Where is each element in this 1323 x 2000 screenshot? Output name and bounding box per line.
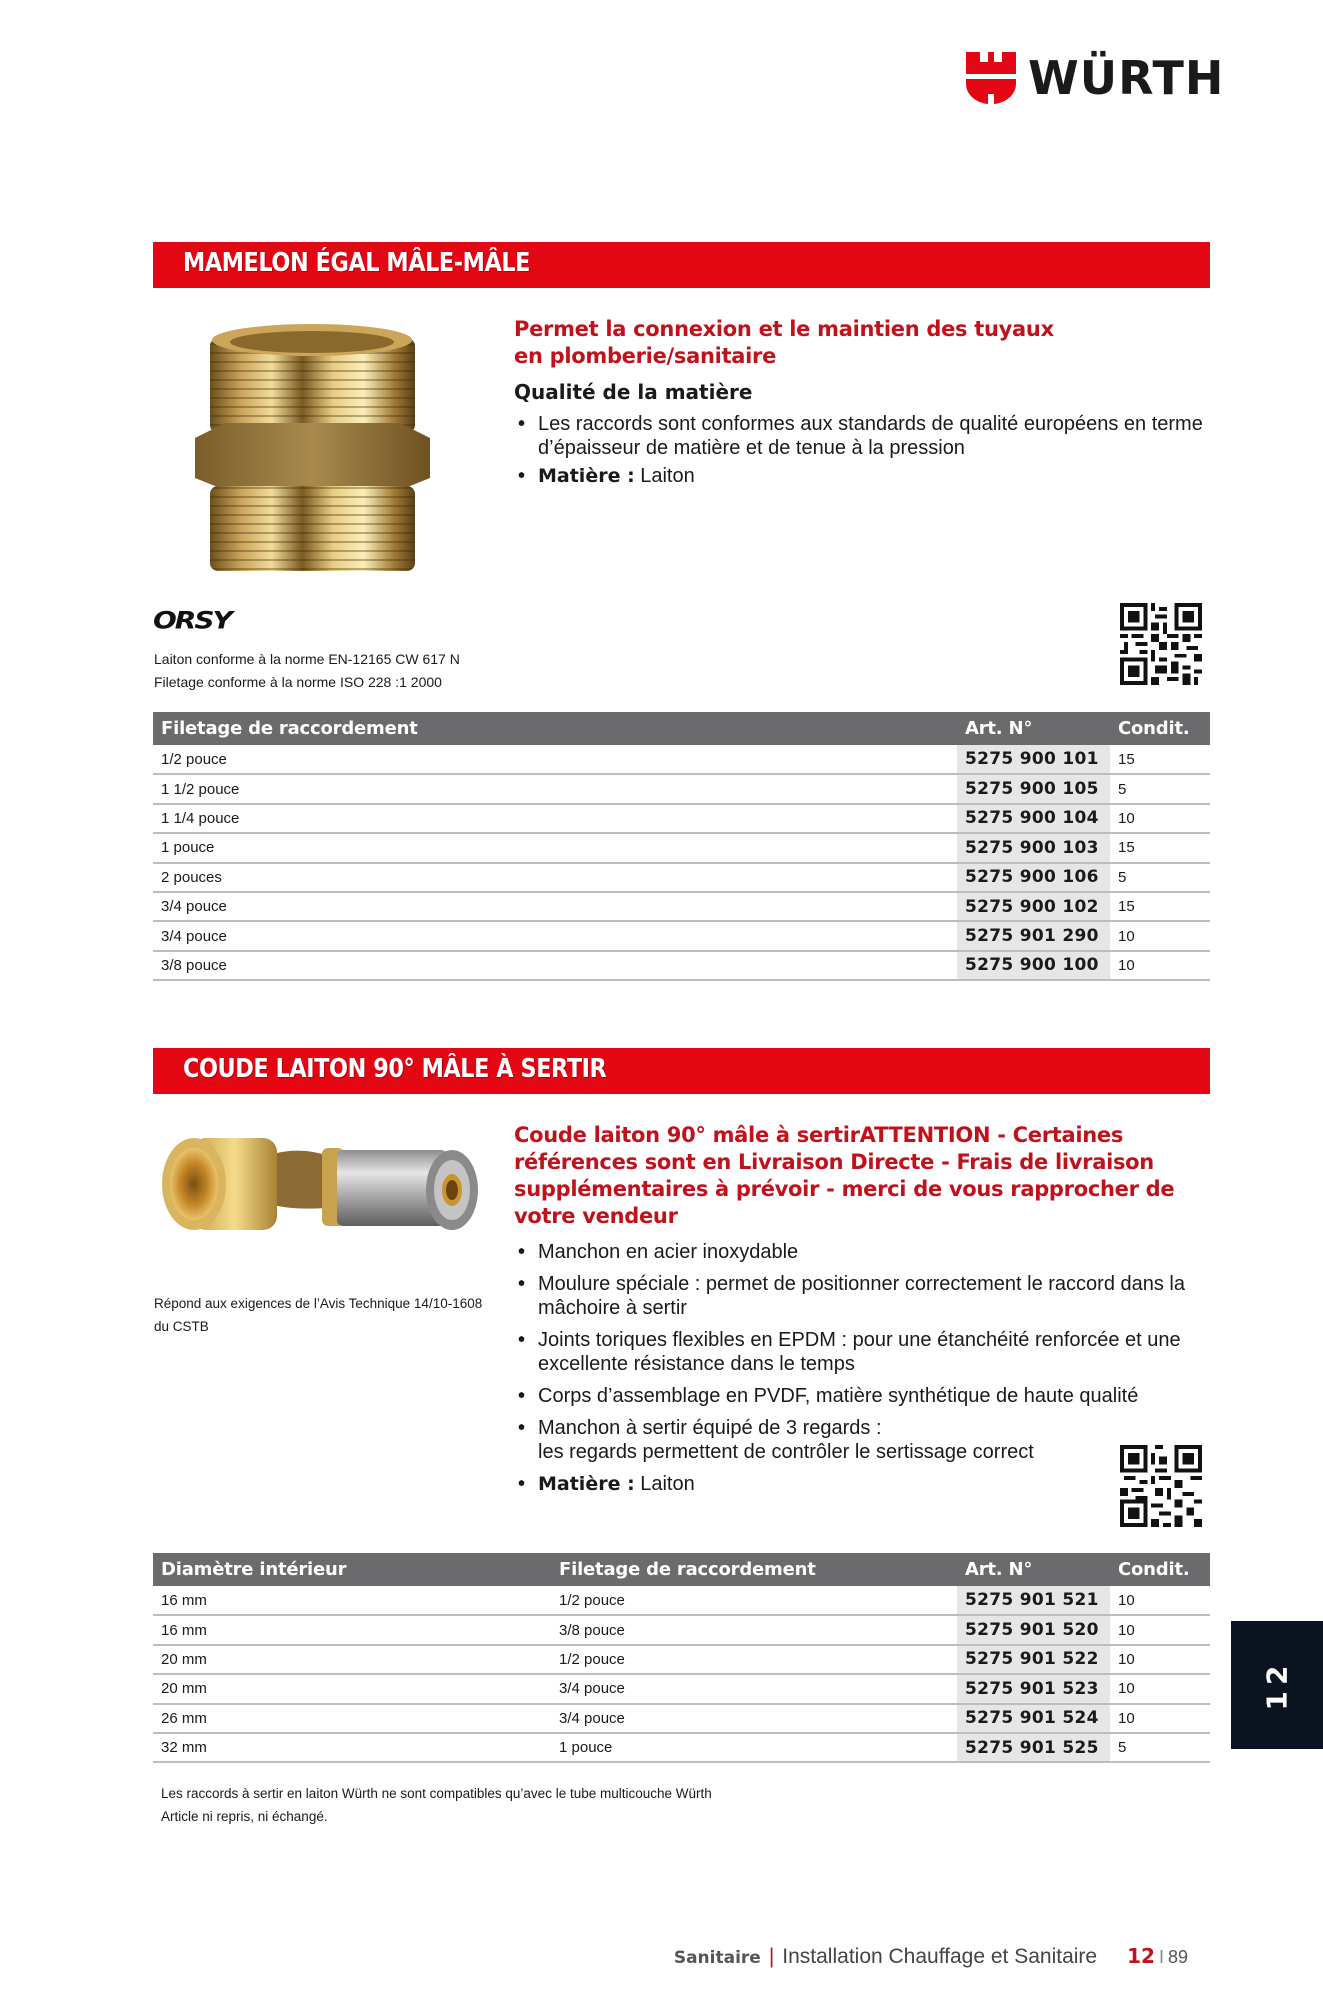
- footer-category: Installation Chauffage et Sanitaire: [782, 1945, 1098, 1968]
- article-number: 5275 900 100: [957, 951, 1110, 980]
- qr-code-icon[interactable]: [1120, 1445, 1202, 1527]
- column-header: Diamètre intérieur: [153, 1553, 551, 1586]
- technical-approval-note: Répond aux exigences de l’Avis Technique 14/10-1608 du CSTB: [154, 1296, 483, 1334]
- feature-item: • Manchon en acier inoxydable: [514, 1240, 1204, 1264]
- standards-notes: Laiton conforme à la norme EN-12165 CW 617 N Filetage conforme à la norme ISO 228 :1 2000: [154, 651, 460, 690]
- article-table-mamelon: [153, 712, 1210, 981]
- column-header: Art. N°: [957, 1553, 1110, 1586]
- table-row: 20 mm 3/4 pouce 5275 901 523 10: [153, 1674, 1210, 1703]
- footer-page-separator: I: [1158, 1947, 1164, 1967]
- table-row: 1/2 pouce 5275 900 101 15: [153, 745, 1210, 774]
- qr-code-icon[interactable]: [1120, 603, 1202, 685]
- brass-double-nipple-image: [190, 318, 435, 583]
- footer-chapter: 12: [1127, 1944, 1155, 1968]
- section-banner-coude: [153, 1048, 1210, 1094]
- table-row: 1 pouce 5275 900 103 15: [153, 833, 1210, 862]
- article-number: 5275 901 521: [957, 1586, 1110, 1615]
- table-row: 26 mm 3/4 pouce 5275 901 524 10: [153, 1704, 1210, 1733]
- page-number: 89: [1167, 1947, 1188, 1967]
- section1-description: [514, 316, 1214, 492]
- table-row: 16 mm 3/8 pouce 5275 901 520 10: [153, 1615, 1210, 1644]
- section-banner-mamelon: [153, 242, 1210, 288]
- wurth-logo-icon: [966, 52, 1016, 104]
- article-number: 5275 900 103: [957, 833, 1110, 862]
- table-header-row: [153, 1553, 1210, 1586]
- chapter-tab[interactable]: [1231, 1621, 1323, 1749]
- wurth-logo-text: WÜRTH: [1028, 51, 1225, 105]
- chapter-tab-label: 12: [1260, 1659, 1294, 1711]
- table-row: 1 1/4 pouce 5275 900 104 10: [153, 804, 1210, 833]
- column-header: Filetage de raccordement: [551, 1553, 957, 1586]
- feature-list: [514, 1240, 1204, 1496]
- article-number: 5275 901 522: [957, 1645, 1110, 1674]
- table-row: 20 mm 1/2 pouce 5275 901 522 10: [153, 1645, 1210, 1674]
- footer-separator: |: [768, 1945, 775, 1968]
- orsy-brand-logo: ORSY: [153, 606, 231, 635]
- footnotes: Les raccords à sertir en laiton Würth ne sont compatibles qu’avec le tube multicouche Würth Article ni repris, ni échangé.: [161, 1786, 712, 1824]
- brass-elbow-press-fitting-image: [152, 1122, 492, 1242]
- section-title: COUDE LAITON 90° MÂLE À SERTIR: [183, 1054, 607, 1084]
- feature-item: • Manchon à sertir équipé de 3 regards : les regards permettent de contrôler le sertissage correct: [514, 1416, 1204, 1464]
- wurth-logo: [966, 52, 1224, 104]
- table-row: 2 pouces 5275 900 106 5: [153, 863, 1210, 892]
- column-header: Condit.: [1110, 712, 1210, 745]
- section2-description: [514, 1122, 1214, 1504]
- article-number: 5275 900 106: [957, 863, 1110, 892]
- table-row: 1 1/2 pouce 5275 900 105 5: [153, 774, 1210, 803]
- description-title: Permet la connexion et le maintien des tuyaux en plomberie/sanitaire: [514, 317, 1054, 368]
- feature-item: • Corps d’assemblage en PVDF, matière synthétique de haute qualité: [514, 1384, 1204, 1408]
- column-header: Condit.: [1110, 1553, 1210, 1586]
- table-row: 3/4 pouce 5275 901 290 10: [153, 921, 1210, 950]
- page-footer: [674, 1944, 1188, 1969]
- feature-item: • Matière : Laiton: [514, 464, 1214, 488]
- feature-item: • Matière : Laiton: [514, 1472, 1204, 1496]
- feature-item: • Moulure spéciale : permet de positionner correctement le raccord dans la mâchoire à sertir: [514, 1272, 1204, 1320]
- table-row: 3/8 pouce 5275 900 100 10: [153, 951, 1210, 980]
- table-row: 3/4 pouce 5275 900 102 15: [153, 892, 1210, 921]
- article-number: 5275 900 104: [957, 804, 1110, 833]
- article-number: 5275 901 525: [957, 1733, 1110, 1762]
- article-table-coude: [153, 1553, 1210, 1763]
- description-subtitle: Qualité de la matière: [514, 380, 753, 404]
- column-header: Filetage de raccordement: [153, 712, 957, 745]
- table-row: 32 mm 1 pouce 5275 901 525 5: [153, 1733, 1210, 1762]
- feature-list: [514, 412, 1214, 488]
- feature-item: • Les raccords sont conformes aux standards de qualité européens en terme d’épaisseur de matière et de tenue à la pression: [514, 412, 1214, 460]
- feature-item: • Joints toriques flexibles en EPDM : pour une étanchéité renforcée et une excellente résistance dans le temps: [514, 1328, 1204, 1376]
- table-row: 16 mm 1/2 pouce 5275 901 521 10: [153, 1586, 1210, 1615]
- description-title: Coude laiton 90° mâle à sertirATTENTION - Certaines références sont en Livraison Directe - Frais de livraison supplémentaires à prévoir - merci de vous rapprocher de votre vendeur: [514, 1123, 1175, 1228]
- article-number: 5275 901 524: [957, 1704, 1110, 1733]
- article-number: 5275 901 523: [957, 1674, 1110, 1703]
- article-number: 5275 901 520: [957, 1615, 1110, 1644]
- article-number: 5275 901 290: [957, 921, 1110, 950]
- article-number: 5275 900 102: [957, 892, 1110, 921]
- section-title: MAMELON ÉGAL MÂLE-MÂLE: [183, 248, 530, 278]
- article-number: 5275 900 101: [957, 745, 1110, 774]
- article-number: 5275 900 105: [957, 774, 1110, 803]
- footer-section: Sanitaire: [673, 1948, 761, 1968]
- table-header-row: [153, 712, 1210, 745]
- column-header: Art. N°: [957, 712, 1110, 745]
